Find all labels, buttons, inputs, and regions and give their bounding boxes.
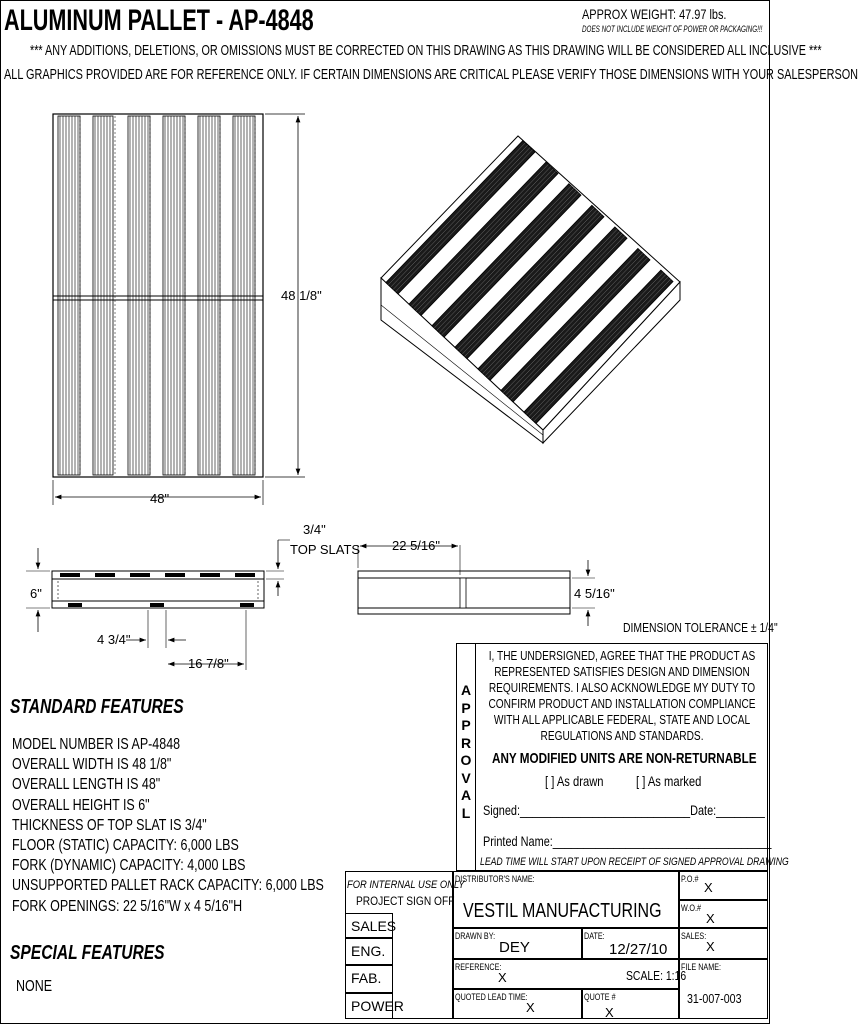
feature-item: OVERALL WIDTH IS 48 1/8" [12,756,172,774]
drawn-by-cell [453,928,582,959]
side-slat [130,573,150,577]
signoff-row-power[interactable] [345,993,404,1019]
side-slat [235,573,255,577]
drawn-by-value: DEY [499,939,530,956]
signoff-row-fab[interactable] [345,965,393,993]
isometric-view [381,136,680,443]
date-value: 12/27/10 [609,941,668,958]
quoted-lead-label: QUOTED LEAD TIME: [455,992,528,1002]
standard-features-heading: STANDARD FEATURES [10,696,184,718]
feature-item: FORK OPENINGS: 22 5/16"W x 4 5/16"H [12,897,243,915]
lead-time-note: LEAD TIME WILL START UPON RECEIPT OF SIGNED APPROVAL DRAWING [480,856,789,868]
approval-letter: P [461,717,471,733]
signoff-row-eng[interactable] [345,938,393,965]
as-drawn-checkbox[interactable]: [ ] As drawn [545,773,604,789]
approval-letter: P [461,699,471,716]
wo-label: W.O.# [681,903,702,913]
notice-line-2: ALL GRAPHICS PROVIDED ARE FOR REFERENCE ONLY. IF CERTAIN DIMENSIONS ARE CRITICAL PLEASE VERIFY THOSE DIMENSIONS WITH YOUR SALESPERSON [4,66,858,83]
distributor-label: DISTRIBUTOR'S NAME: [455,874,535,884]
as-marked-checkbox[interactable]: [ ] As marked [636,773,702,789]
feature-item: FORK (DYNAMIC) CAPACITY: 4,000 LBS [12,857,246,875]
side-runner [68,603,82,607]
quoted-lead-cell [453,989,582,1019]
sales-value: X [706,939,715,954]
scale-value: SCALE: 1:16 [626,968,687,983]
file-name-value: 31-007-003 [687,991,742,1006]
side-slat [95,573,115,577]
dim-slat-spacing: 4 3/4" [97,632,131,647]
dimension-tolerance: DIMENSION TOLERANCE ± 1/4" [623,620,778,635]
dim-slat-value: 3/4" [303,522,326,537]
feature-item: MODEL NUMBER IS AP-4848 [12,736,181,753]
sales-cell [679,928,768,959]
drawing-title: ALUMINUM PALLET - AP-4848 [4,4,314,37]
wo-value: X [706,911,715,926]
drawn-by-label: DRAWN BY: [455,931,496,941]
standard-features-list [12,735,324,917]
reference-value: X [498,970,507,985]
special-features-heading: SPECIAL FEATURES [10,942,165,964]
special-features-value: NONE [16,978,53,995]
approx-weight: APPROX WEIGHT: 47.97 lbs. [582,6,727,22]
dim-fork-width: 22 5/16" [392,538,440,553]
side-slat [200,573,220,577]
side-slat [60,573,80,577]
end-view [358,545,595,626]
approval-letter: R [460,734,472,751]
side-view [26,540,290,670]
feature-item: THICKNESS OF TOP SLAT IS 3/4" [12,816,207,834]
date-label: DATE: [584,931,605,941]
quote-label: QUOTE # [584,992,616,1002]
project-signoff-label: PROJECT SIGN OFF [356,894,455,908]
approval-letter: A [460,682,472,698]
signoff-row-label: ENG. [351,943,386,959]
dim-center-offset: 16 7/8" [188,656,229,671]
po-label: P.O.# [681,874,699,884]
side-runner [150,603,164,607]
reference-cell [453,959,687,989]
approval-letter: O [460,752,472,768]
date-cell [582,928,679,959]
side-runner [240,603,254,607]
signoff-row-label: SALES [351,918,397,934]
side-slat [165,573,185,577]
signoff-row-sales[interactable] [345,913,397,938]
file-name-label: FILE NAME: [681,962,722,972]
top-view [53,114,305,505]
approval-letter: A [460,787,472,803]
dim-width: 48" [150,491,170,506]
non-returnable-note: ANY MODIFIED UNITS ARE NON-RETURNABLE [492,750,757,767]
dim-fork-height: 4 5/16" [574,586,615,601]
approval-letter: V [461,769,471,786]
feature-item: FLOOR (STATIC) CAPACITY: 6,000 LBS [12,837,239,855]
weight-note: DOES NOT INCLUDE WEIGHT OF POWER OR PACKAGING!!! [582,24,763,34]
quote-value: X [605,1005,614,1020]
quoted-lead-value: X [526,1000,535,1015]
po-value: X [704,880,713,895]
feature-item: UNSUPPORTED PALLET RACK CAPACITY: 6,000 LBS [12,877,324,895]
wo-cell [679,900,768,928]
approval-statement: I, THE UNDERSIGNED, AGREE THAT THE PRODUCT AS REPRESENTED SATISFIES DESIGN AND DIMENSION REQUIREMENTS. I ALSO ACKNOWLEDGE MY DUTY TO CONFIRM PRODUCT AND INSTALLATION COMPLIANCE WITH ALL APPLICABLE FEDERAL, STATE AND LOCAL REGULATIONS AND STANDARDS. [488,648,756,743]
printed-name-line[interactable]: Printed Name:____________________________________ [483,833,772,849]
approval-letter: L [461,804,471,821]
dim-height: 6" [30,586,42,601]
dim-length: 48 1/8" [281,288,322,303]
internal-use-label: FOR INTERNAL USE ONLY [347,879,465,891]
feature-item: OVERALL LENGTH IS 48" [12,776,161,794]
feature-item: OVERALL HEIGHT IS 6" [12,796,150,814]
approval-side-label [456,643,476,871]
sales-label: SALES: [681,931,707,941]
signoff-row-label: POWER [351,998,404,1014]
signoff-row-label: FAB. [351,970,382,986]
reference-label: REFERENCE: [455,962,502,972]
dim-slat-label: TOP SLATS [290,542,361,557]
distributor-cell [453,871,679,928]
quote-cell [582,989,679,1019]
file-name-cell [679,959,768,1019]
signed-date-line[interactable]: Signed:____________________________Date:________ [483,802,765,818]
notice-line-1: *** ANY ADDITIONS, DELETIONS, OR OMISSIONS MUST BE CORRECTED ON THIS DRAWING AS THIS DRAWING WILL BE CONSIDERED ALL INCLUSIVE *** [30,42,822,59]
po-cell [679,871,768,900]
distributor-name: VESTIL MANUFACTURING [463,900,662,922]
